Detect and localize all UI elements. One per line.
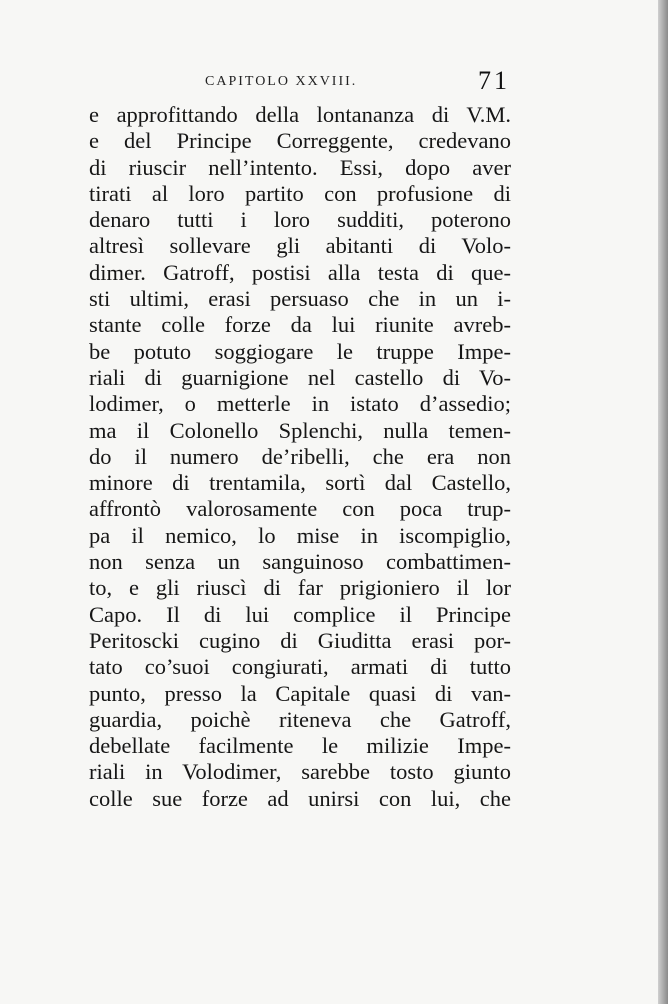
text-line: stante colle forze da lui riunite avreb- [89,312,511,338]
text-line: minore di trentamila, sortì dal Castello, [89,470,511,496]
text-line: sti ultimi, erasi persuaso che in un i- [89,286,511,312]
body-text [89,102,511,812]
text-line: e approfittando della lontananza di V.M. [89,102,511,127]
text-line: colle sue forze ad unirsi con lui, che [89,785,511,811]
page-number: 71 [478,66,510,95]
text-line: pa il nemico, lo mise in iscompiglio, [89,522,511,548]
text-line: debellate facilmente le milizie Impe- [89,733,511,759]
text-line: to, e gli riuscì di far prigioniero il lor [89,575,511,601]
text-line: be potuto soggiogare le truppe Impe- [89,338,511,364]
text-line: punto, presso la Capitale quasi di van- [89,680,511,706]
text-line: riali di guarnigione nel castello di Vo- [89,364,511,390]
text-line: riali in Volodimer, sarebbe tosto giunto [89,759,511,785]
text-line: di riuscir nell’intento. Essi, dopo aver [89,154,511,180]
page-edge-shadow [658,0,668,1004]
text-line: do il numero de’ribelli, che era non [89,443,511,469]
text-line: dimer. Gatroff, postisi alla testa di que- [89,259,511,285]
running-head: CAPITOLO XXVIII. [205,74,358,89]
text-line: Peritoscki cugino di Giuditta erasi por- [89,627,511,653]
text-line: tato co’suoi congiurati, armati di tutto [89,654,511,680]
text-line: lodimer, o metterle in istato d’assedio; [89,391,511,417]
text-line: tirati al loro partito con profusione di [89,180,511,206]
text-line: affrontò valorosamente con poca trup- [89,496,511,522]
text-line: ma il Colonello Splenchi, nulla temen- [89,417,511,443]
text-line: altresì sollevare gli abitanti di Volo- [89,233,511,259]
text-line: Capo. Il di lui complice il Principe [89,601,511,627]
text-line: e del Principe Correggente, credevano [89,128,511,154]
text-line: guardia, poichè riteneva che Gatroff, [89,706,511,732]
text-line: denaro tutti i loro sudditi, poterono [89,207,511,233]
text-line: non senza un sanguinoso combattimen- [89,549,511,575]
